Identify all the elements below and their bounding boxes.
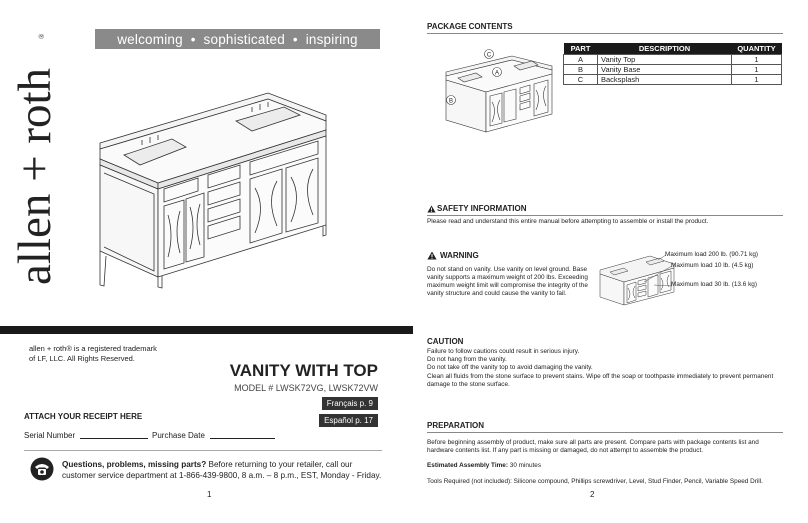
load-label-drawer: Maximum load 10 lb. (4.5 kg): [671, 262, 754, 269]
cell-description: Backsplash: [598, 74, 732, 84]
phone-icon: [30, 457, 54, 481]
document-title: VANITY WITH TOP: [229, 361, 378, 380]
safety-heading-text: SAFETY INFORMATION: [437, 204, 527, 213]
parts-table-header: [564, 43, 782, 54]
tagline-bullet: •: [284, 31, 306, 47]
safety-information-heading: [427, 204, 783, 216]
purchase-date-label: Purchase Date: [152, 431, 205, 440]
trademark-line: allen + roth® is a registered trademark: [29, 344, 157, 353]
cell-part: B: [564, 64, 598, 74]
page-number: 1: [207, 490, 212, 499]
callout-c: C: [486, 52, 492, 59]
cell-quantity: 1: [732, 64, 782, 74]
estimated-assembly-time: [427, 462, 541, 469]
receipt-divider: [24, 450, 382, 451]
brand-registered-mark: ®: [38, 33, 46, 39]
cell-quantity: 1: [732, 74, 782, 84]
spanish-section-link[interactable]: Español p. 17: [319, 414, 378, 427]
max-load-illustration: [598, 252, 676, 306]
trademark-line: of LF, LLC. All Rights Reserved.: [29, 353, 135, 363]
table-row: [564, 74, 782, 84]
cell-part: C: [564, 74, 598, 84]
safety-text: Please read and understand this entire manual before attempting to assemble or install the product.: [427, 218, 709, 225]
page-divider-bar-end: [403, 326, 413, 334]
caution-text: [427, 348, 787, 389]
serial-number-label: Serial Number: [24, 431, 76, 440]
brand-name: allen + roth: [9, 67, 61, 285]
warning-heading: [427, 251, 479, 260]
caution-line: Clean all fluids from the stone surface to prevent stains. Wipe off the soap or toothpaste immediately to prevent permanent damage to the stone surface.: [427, 372, 774, 388]
tagline-word: sophisticated: [203, 31, 285, 47]
column-header-part: PART: [564, 43, 598, 54]
column-header-quantity: QUANTITY: [732, 43, 782, 54]
french-section-link[interactable]: Français p. 9: [322, 397, 378, 410]
cell-quantity: 1: [732, 54, 782, 64]
load-label-shelf: Maximum load 30 lb. (13.6 kg): [671, 281, 757, 288]
cell-part: A: [564, 54, 598, 64]
serial-number-field[interactable]: [80, 438, 148, 439]
trademark-notice: [29, 344, 189, 363]
tools-required: Tools Required (not included): Silicone compound, Phillips screwdriver, Level, Stud Finder, Pencil, Variable Speed Drill.: [427, 478, 763, 485]
package-contents-illustration: [442, 46, 555, 134]
tagline-bullet: •: [182, 31, 204, 47]
caution-heading: CAUTION: [427, 337, 464, 346]
receipt-heading: ATTACH YOUR RECEIPT HERE: [24, 412, 143, 421]
page-divider-bar: [0, 326, 411, 334]
column-header-description: DESCRIPTION: [598, 43, 732, 54]
callout-a: A: [494, 70, 500, 77]
table-row: [564, 54, 782, 64]
customer-service-text: [62, 460, 382, 481]
est-time-label: Estimated Assembly Time:: [427, 462, 508, 469]
est-time-value: 30 minutes: [507, 462, 542, 469]
tagline-word: inspiring: [305, 31, 358, 47]
caution-line: Do not take off the vanity top to avoid damaging the vanity.: [427, 364, 593, 372]
callout-b: B: [448, 98, 454, 105]
model-number: MODEL # LWSK72VG, LWSK72VW: [234, 383, 378, 393]
cell-description: Vanity Top: [598, 54, 732, 64]
tagline-bar: [95, 29, 380, 49]
preparation-text: Before beginning assembly of product, make sure all parts are present. Compare parts with package contents list and hardware contents list. If any part is missing or damaged, do not attempt to assemble the product.: [427, 439, 759, 455]
cell-description: Vanity Base: [598, 64, 732, 74]
page-number: 2: [590, 490, 595, 499]
table-row: [564, 64, 782, 74]
caution-line: Do not hang from the vanity.: [427, 356, 507, 364]
vanity-illustration: [90, 85, 330, 290]
help-question: Questions, problems, missing parts?: [62, 460, 207, 469]
parts-table: [563, 43, 782, 85]
purchase-date-field[interactable]: [210, 438, 275, 439]
warning-triangle-icon: [427, 251, 437, 260]
warning-triangle-icon: [427, 205, 436, 213]
preparation-heading: PREPARATION: [427, 421, 783, 433]
warning-text: Do not stand on vanity. Use vanity on level ground. Base vanity supports a maximum weight of 200 lbs. Exceeding maximum weight limit will compromise the integrity of the vanity structure and could cause the vanity to fail.: [427, 266, 588, 297]
help-details: Before returning to your retailer, call our customer service department at 1-866-439-9800, 8 a.m. – 8 p.m., EST, Monday - Friday.: [62, 460, 382, 480]
load-label-countertop: Maximum load 200 lb. (90.71 kg): [665, 251, 759, 258]
warning-heading-text: WARNING: [440, 251, 479, 260]
package-contents-heading: PACKAGE CONTENTS: [427, 22, 783, 34]
caution-line: Failure to follow cautions could result in serious injury.: [427, 348, 580, 355]
tagline-word: welcoming: [117, 31, 183, 47]
brand-logo: [2, 30, 62, 290]
